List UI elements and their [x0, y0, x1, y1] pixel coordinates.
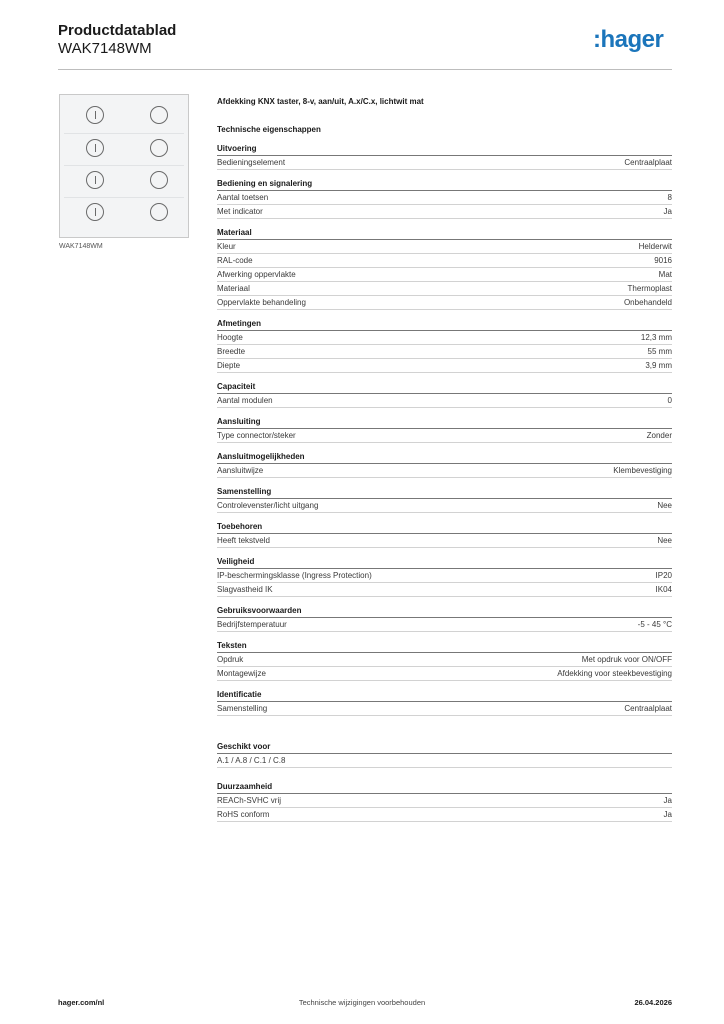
property-label: RAL-code	[217, 256, 253, 265]
property-group	[217, 144, 672, 170]
key-row	[64, 101, 184, 131]
product-code: WAK7148WM	[58, 40, 152, 57]
property-value: Centraalplaat	[624, 158, 672, 167]
property-label: Aantal modulen	[217, 396, 273, 405]
property-row	[217, 667, 672, 681]
property-group	[217, 690, 672, 716]
property-row	[217, 156, 672, 170]
group-title: Toebehoren	[217, 522, 672, 534]
property-value: Met opdruk voor ON/OFF	[581, 655, 672, 664]
property-value: 12,3 mm	[640, 333, 672, 342]
property-value: 3,9 mm	[645, 361, 672, 370]
property-group	[217, 382, 672, 408]
property-group	[217, 487, 672, 513]
property-value: Ja	[663, 796, 672, 805]
group-title: Teksten	[217, 641, 672, 653]
property-label: Aantal toetsen	[217, 193, 269, 202]
property-value: Afdekking voor steekbevestiging	[557, 669, 672, 678]
circle-key-icon	[150, 203, 168, 221]
group-title: Samenstelling	[217, 487, 672, 499]
property-row	[217, 534, 672, 548]
property-row	[217, 205, 672, 219]
group-title: Afmetingen	[217, 319, 672, 331]
property-groups	[217, 144, 672, 716]
property-row	[217, 191, 672, 205]
property-row	[217, 254, 672, 268]
property-row	[217, 569, 672, 583]
property-row	[217, 359, 672, 373]
property-label: Montagewijze	[217, 669, 266, 678]
property-label: RoHS conform	[217, 810, 270, 819]
property-value: 55 mm	[647, 347, 672, 356]
property-label: Bedrijfstemperatuur	[217, 620, 287, 629]
property-group	[217, 452, 672, 478]
suitable-for-value: A.1 / A.8 / C.1 / C.8	[217, 754, 672, 768]
property-row	[217, 429, 672, 443]
property-label: Opdruk	[217, 655, 244, 664]
sustainability-group	[217, 782, 672, 822]
property-label: Samenstelling	[217, 704, 268, 713]
group-title: Bediening en signalering	[217, 179, 672, 191]
group-title: Capaciteit	[217, 382, 672, 394]
suitable-for-group	[217, 742, 672, 768]
property-label: Controlevenster/licht uitgang	[217, 501, 319, 510]
property-value: Helderwit	[638, 242, 672, 251]
property-row	[217, 268, 672, 282]
group-title: Gebruiksvoorwaarden	[217, 606, 672, 618]
power-key-icon	[86, 203, 104, 221]
key-row	[64, 133, 184, 164]
power-key-icon	[86, 171, 104, 189]
property-label: Oppervlakte behandeling	[217, 298, 306, 307]
property-row	[217, 464, 672, 478]
property-row	[217, 331, 672, 345]
group-title: Identificatie	[217, 690, 672, 702]
property-label: Heeft tekstveld	[217, 536, 270, 545]
property-value: IK04	[655, 585, 672, 594]
property-row	[217, 653, 672, 667]
group-title: Aansluiting	[217, 417, 672, 429]
property-value: Mat	[658, 270, 672, 279]
property-group	[217, 179, 672, 219]
group-title: Veiligheid	[217, 557, 672, 569]
property-group	[217, 641, 672, 681]
group-title: Geschikt voor	[217, 742, 672, 754]
property-row	[217, 808, 672, 822]
power-key-icon	[86, 139, 104, 157]
property-label: Breedte	[217, 347, 246, 356]
property-label: Afwerking oppervlakte	[217, 270, 296, 279]
property-group	[217, 522, 672, 548]
property-row	[217, 702, 672, 716]
property-label: Bedieningselement	[217, 158, 286, 167]
property-label: Kleur	[217, 242, 236, 251]
footer-date: 26.04.2026	[634, 998, 672, 1007]
power-key-icon	[86, 106, 104, 124]
property-label: Aansluitwijze	[217, 466, 264, 475]
circle-key-icon	[150, 106, 168, 124]
page-title: Productdatablad	[58, 22, 177, 39]
hager-logo: :hager	[593, 26, 664, 53]
property-row	[217, 499, 672, 513]
property-value: Thermoplast	[627, 284, 672, 293]
group-title: Duurzaamheid	[217, 782, 672, 794]
property-label: Diepte	[217, 361, 241, 370]
property-row	[217, 345, 672, 359]
property-value: Onbehandeld	[623, 298, 672, 307]
product-specifications	[217, 97, 672, 822]
property-row	[217, 240, 672, 254]
property-row	[217, 394, 672, 408]
property-group	[217, 606, 672, 632]
property-row	[217, 794, 672, 808]
property-label: Type connector/steker	[217, 431, 296, 440]
property-value: IP20	[655, 571, 672, 580]
product-image	[59, 94, 189, 238]
product-description: Afdekking KNX taster, 8-v, aan/uit, A.x/C.x, lichtwit mat	[217, 97, 424, 106]
property-row	[217, 583, 672, 597]
header-divider	[58, 69, 672, 70]
property-label: IP-beschermingsklasse (Ingress Protection)	[217, 571, 372, 580]
property-label: Met indicator	[217, 207, 263, 216]
property-label: REACh-SVHC vrij	[217, 796, 282, 805]
circle-key-icon	[150, 171, 168, 189]
footer-website: hager.com/nl	[58, 998, 105, 1007]
property-value: Nee	[657, 536, 672, 545]
property-group	[217, 228, 672, 310]
property-label: Hoogte	[217, 333, 243, 342]
footer-disclaimer: Technische wijzigingen voorbehouden	[298, 998, 426, 1007]
property-group	[217, 417, 672, 443]
image-caption: WAK7148WM	[59, 243, 103, 250]
property-row	[217, 282, 672, 296]
key-row	[64, 165, 184, 196]
property-label: Materiaal	[217, 284, 250, 293]
property-value: Zonder	[646, 431, 672, 440]
key-row	[64, 197, 184, 228]
property-value: Ja	[663, 810, 672, 819]
property-value: Centraalplaat	[624, 704, 672, 713]
property-value: 0	[667, 396, 672, 405]
property-value: -5 - 45 °C	[637, 620, 672, 629]
property-group	[217, 319, 672, 373]
property-value: Klembevestiging	[613, 466, 672, 475]
property-group	[217, 557, 672, 597]
group-title: Uitvoering	[217, 144, 672, 156]
property-value: Nee	[657, 501, 672, 510]
technical-heading: Technische eigenschappen	[217, 125, 321, 134]
group-title: Aansluitmogelijkheden	[217, 452, 672, 464]
property-label: Slagvastheid IK	[217, 585, 273, 594]
property-row	[217, 618, 672, 632]
property-value: 8	[667, 193, 672, 202]
circle-key-icon	[150, 139, 168, 157]
property-value: 9016	[654, 256, 672, 265]
sustainability-rows	[217, 794, 672, 822]
group-title: Materiaal	[217, 228, 672, 240]
property-value: Ja	[663, 207, 672, 216]
property-row	[217, 296, 672, 310]
